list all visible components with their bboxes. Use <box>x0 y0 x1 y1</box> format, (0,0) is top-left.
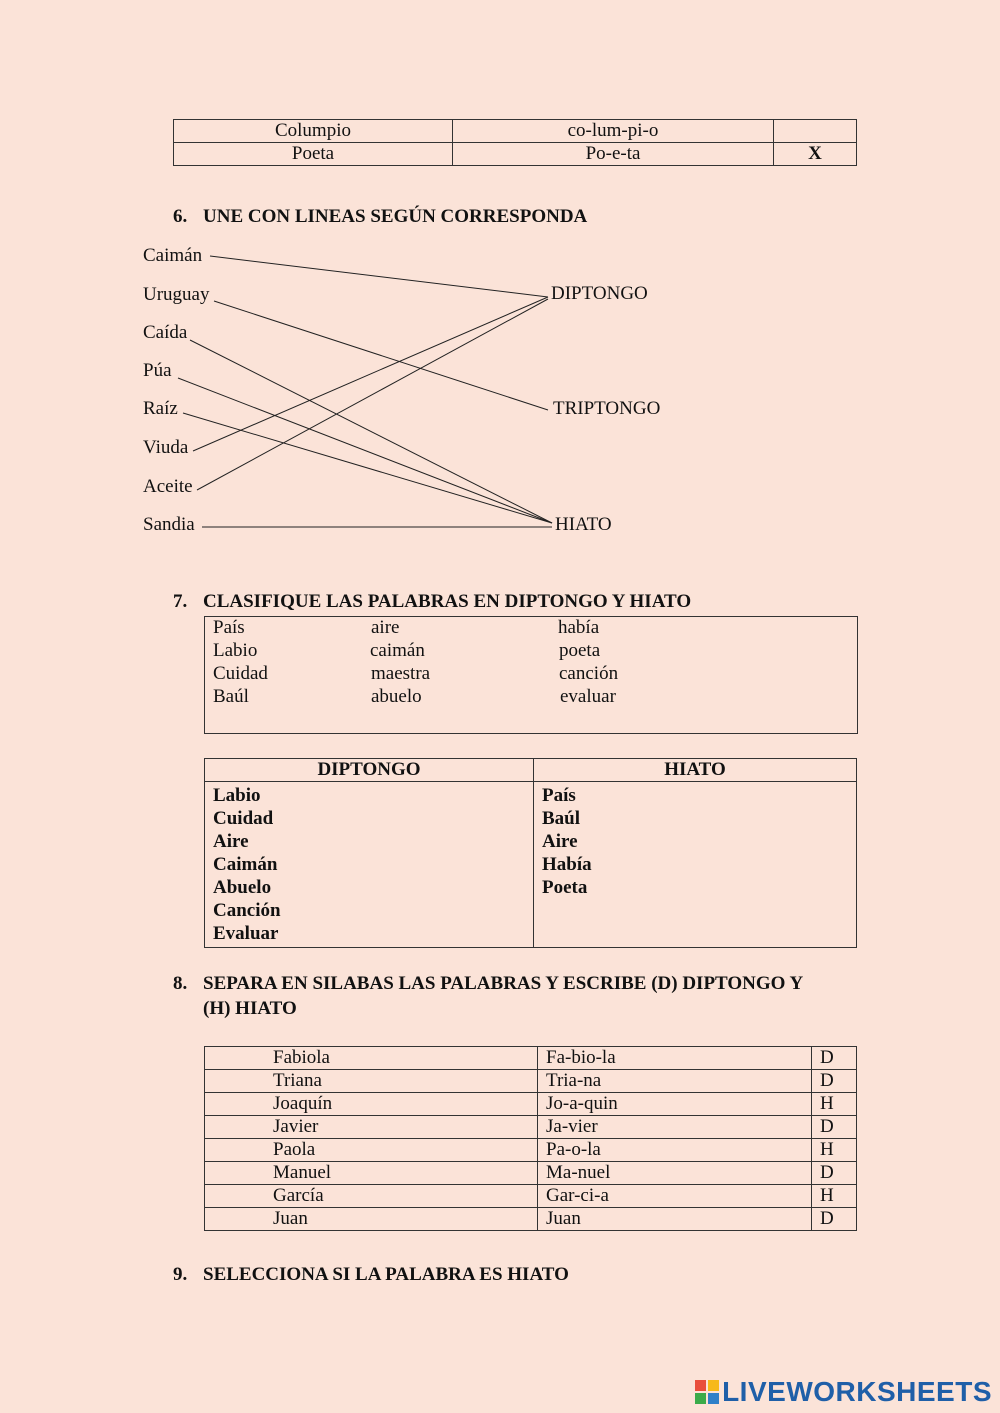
brand-name: LIVEWORKSHEETS <box>722 1376 992 1407</box>
word-cell: García <box>205 1185 538 1208</box>
section-number: 8. <box>173 973 188 994</box>
hiato-cell[interactable] <box>534 782 857 948</box>
word-cell: Columpio <box>174 120 453 143</box>
bank-word: Labio <box>213 640 258 661</box>
list-item: Había <box>542 854 592 875</box>
type-cell[interactable]: H <box>812 1139 857 1162</box>
table-row <box>205 1139 857 1162</box>
right-word-diptongo[interactable]: DIPTONGO <box>551 283 648 304</box>
word-cell: Paola <box>205 1139 538 1162</box>
list-item: Poeta <box>542 877 588 898</box>
list-item: Aire <box>542 831 578 852</box>
left-word[interactable]: Uruguay <box>143 284 210 305</box>
bank-word: poeta <box>559 640 601 661</box>
word-cell: Poeta <box>174 143 453 166</box>
type-cell[interactable]: D <box>812 1116 857 1139</box>
bank-word: había <box>558 617 600 638</box>
bank-word: canción <box>559 663 619 684</box>
syllables-cell[interactable]: Juan <box>538 1208 812 1231</box>
word-cell: Juan <box>205 1208 538 1231</box>
left-word[interactable]: Caimán <box>143 245 203 266</box>
syllables-cell: co-lum-pi-o <box>453 120 774 143</box>
left-word[interactable]: Aceite <box>143 476 193 497</box>
list-item: Evaluar <box>213 923 279 944</box>
syllables-cell[interactable]: Ja-vier <box>538 1116 812 1139</box>
match-line <box>178 378 552 523</box>
type-cell[interactable]: D <box>812 1162 857 1185</box>
bank-word: caimán <box>370 640 425 661</box>
classification-table <box>204 758 857 948</box>
type-cell[interactable]: H <box>812 1185 857 1208</box>
header-diptongo: DIPTONGO <box>205 759 534 782</box>
header-hiato: HIATO <box>534 759 857 782</box>
bank-word: aire <box>371 617 400 638</box>
section-7-heading <box>173 591 691 613</box>
type-cell[interactable]: H <box>812 1093 857 1116</box>
section-number: 7. <box>173 591 188 612</box>
syllables-cell[interactable]: Jo-a-quin <box>538 1093 812 1116</box>
list-item: Abuelo <box>213 877 272 898</box>
table-header-row <box>205 759 857 782</box>
list-item: Aire <box>213 831 249 852</box>
word-cell: Javier <box>205 1116 538 1139</box>
type-cell[interactable]: D <box>812 1208 857 1231</box>
section-8-heading <box>173 971 873 1021</box>
match-line <box>210 256 548 297</box>
left-word[interactable]: Viuda <box>143 437 189 458</box>
word-cell: Joaquín <box>205 1093 538 1116</box>
table-row <box>205 1185 857 1208</box>
left-word[interactable]: Caída <box>143 322 188 343</box>
list-item: País <box>542 785 576 806</box>
word-cell: Triana <box>205 1070 538 1093</box>
section-number: 6. <box>173 206 188 227</box>
bank-word: maestra <box>371 663 431 684</box>
section-9-heading <box>173 1264 569 1286</box>
table-row <box>205 1047 857 1070</box>
section-title: CLASIFIQUE LAS PALABRAS EN DIPTONGO Y HIATO <box>203 591 692 612</box>
section-title: SELECCIONA SI LA PALABRA ES HIATO <box>203 1264 569 1285</box>
match-line <box>193 297 548 451</box>
syllables-cell[interactable]: Tria-na <box>538 1070 812 1093</box>
bank-word: Baúl <box>213 686 249 707</box>
list-item: Caimán <box>213 854 278 875</box>
liveworksheets-logo-icon <box>695 1380 719 1404</box>
bank-word: abuelo <box>371 686 422 707</box>
type-cell[interactable]: D <box>812 1047 857 1070</box>
bank-word: evaluar <box>560 686 616 707</box>
match-line <box>214 301 548 410</box>
word-bank <box>204 616 858 734</box>
left-word[interactable]: Sandia <box>143 514 195 535</box>
table-row <box>205 782 857 948</box>
list-item: Baúl <box>542 808 581 829</box>
match-line <box>197 299 548 490</box>
type-cell[interactable]: D <box>812 1070 857 1093</box>
left-word[interactable]: Púa <box>143 360 172 381</box>
table-row <box>205 1116 857 1139</box>
section-title-line1: SEPARA EN SILABAS LAS PALABRAS Y ESCRIBE (D) DIPTONGO Y <box>203 973 804 994</box>
section-title: UNE CON LINEAS SEGÚN CORRESPONDA <box>203 206 588 227</box>
left-word[interactable]: Raíz <box>143 398 178 419</box>
list-item: Cuidad <box>213 808 274 829</box>
table-row <box>205 1208 857 1231</box>
syllables-cell[interactable]: Fa-bio-la <box>538 1047 812 1070</box>
mark-cell[interactable]: X <box>774 143 857 166</box>
syllable-table <box>204 1046 857 1231</box>
list-item: Labio <box>213 785 261 806</box>
table-row <box>205 1093 857 1116</box>
liveworksheets-brand[interactable] <box>695 1376 992 1408</box>
diptongo-cell[interactable] <box>205 782 534 948</box>
syllables-cell[interactable]: Pa-o-la <box>538 1139 812 1162</box>
table-row <box>205 1070 857 1093</box>
table-row <box>205 1162 857 1185</box>
bank-word: País <box>213 617 245 638</box>
word-cell: Fabiola <box>205 1047 538 1070</box>
list-item: Canción <box>213 900 281 921</box>
syllables-cell: Po-e-ta <box>453 143 774 166</box>
right-word-hiato[interactable]: HIATO <box>555 514 612 535</box>
syllables-cell[interactable]: Ma-nuel <box>538 1162 812 1185</box>
bank-word: Cuidad <box>213 663 268 684</box>
right-word-triptongo[interactable]: TRIPTONGO <box>553 398 661 419</box>
syllables-cell[interactable]: Gar-ci-a <box>538 1185 812 1208</box>
section-title-line2: (H) HIATO <box>203 998 297 1019</box>
section-number: 9. <box>173 1264 188 1285</box>
word-cell: Manuel <box>205 1162 538 1185</box>
